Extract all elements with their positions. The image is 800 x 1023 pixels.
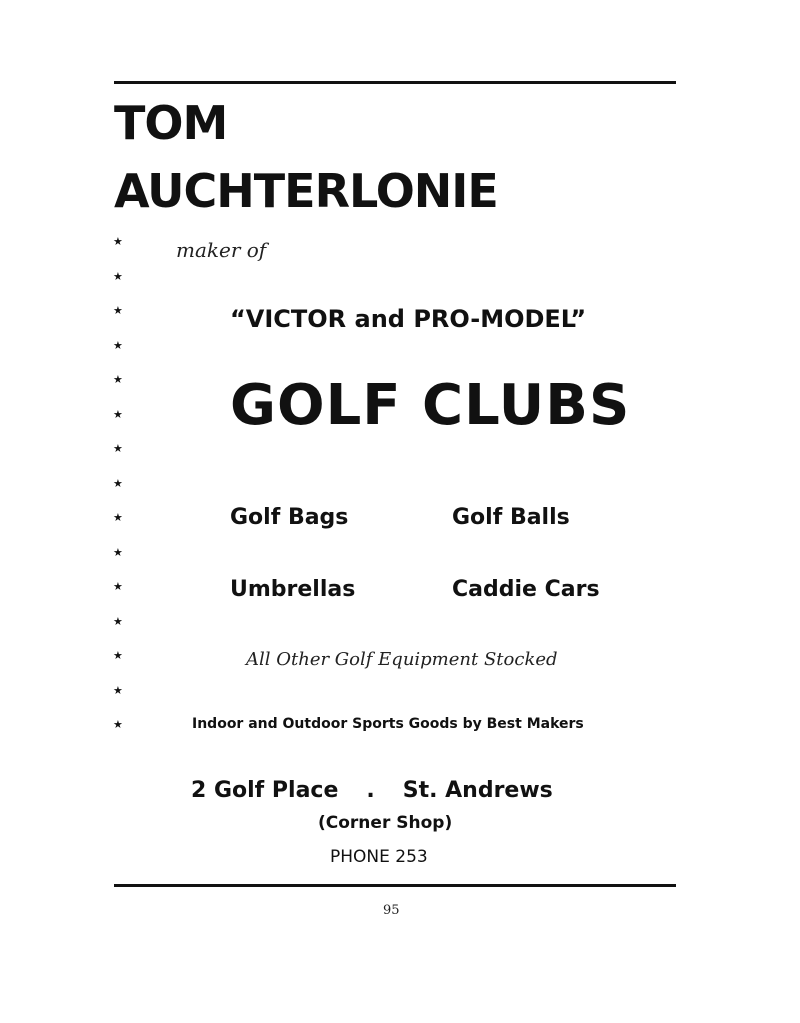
star-icon: ★ [113,338,123,352]
star-icon: ★ [113,269,123,283]
advertiser-name-first: TOM [114,96,228,150]
product-golf-balls: Golf Balls [452,505,570,530]
page-number: 95 [383,903,400,918]
top-rule [114,81,676,84]
model-names: “VICTOR and PRO-MODEL” [230,305,587,333]
star-icon: ★ [113,614,123,628]
star-column [113,236,125,754]
maker-of-label: maker of [176,238,267,262]
star-icon: ★ [113,407,123,421]
star-icon: ★ [113,718,123,731]
product-umbrellas: Umbrellas [230,577,356,602]
star-icon: ★ [113,545,123,559]
star-icon: ★ [113,442,123,455]
address-town: St. Andrews [402,778,553,803]
sports-goods-note: Indoor and Outdoor Sports Goods by Best Makers [192,716,584,732]
address-separator: . [366,778,375,803]
product-golf-bags: Golf Bags [230,505,349,530]
star-icon: ★ [113,304,123,317]
star-icon: ★ [113,580,123,593]
phone-number: PHONE 253 [330,847,428,867]
corner-shop-note: (Corner Shop) [318,813,453,833]
equipment-note: All Other Golf Equipment Stocked [246,649,558,670]
star-icon: ★ [113,235,123,248]
advertiser-name-last: AUCHTERLONIE [114,164,498,218]
product-caddie-cars: Caddie Cars [452,577,600,602]
star-icon: ★ [113,683,123,697]
address-street: 2 Golf Place [191,778,339,803]
star-icon: ★ [113,373,123,386]
star-icon: ★ [113,649,123,662]
shop-address [191,778,553,803]
headline-golf-clubs: GOLF CLUBS [230,373,631,438]
bottom-rule [114,884,676,887]
star-icon: ★ [113,511,123,524]
star-icon: ★ [113,476,123,490]
